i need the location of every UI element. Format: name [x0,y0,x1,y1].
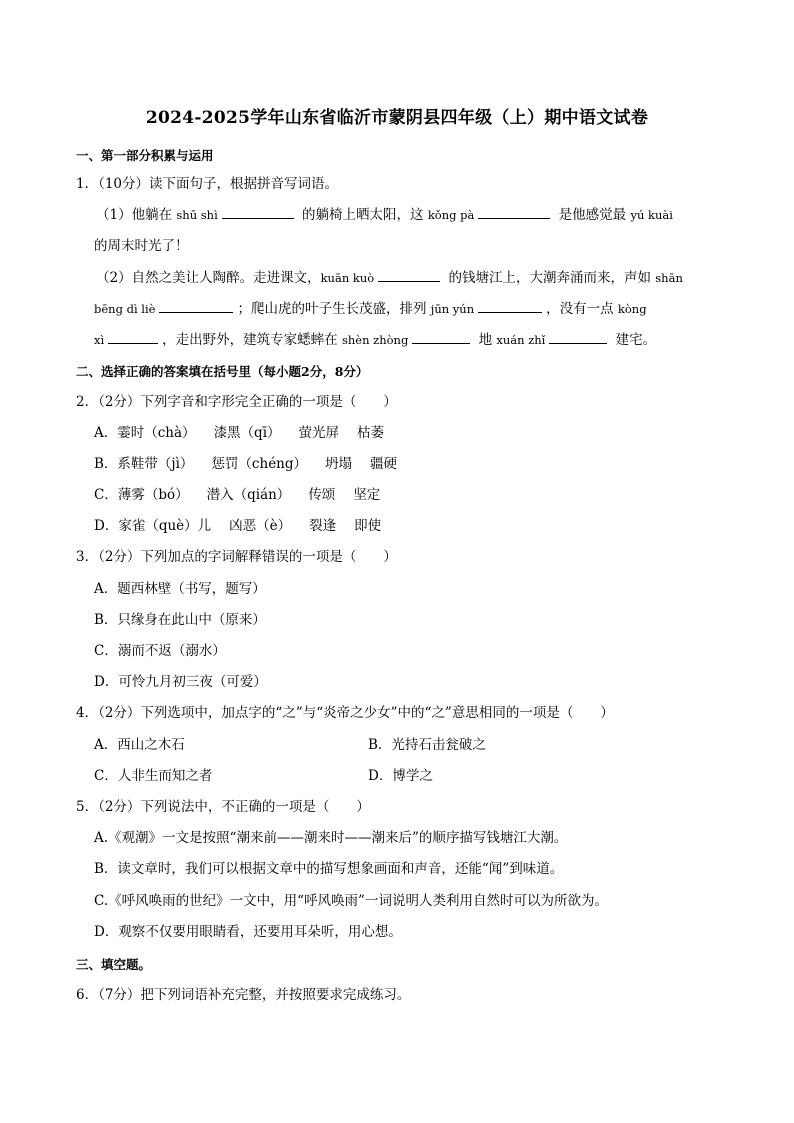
q1-p2-text-g: 建宅。 [611,332,657,348]
q4-option-c[interactable]: C．人非生而知之者 [94,768,213,784]
q2-c-item: 潜入（qián） [206,487,291,503]
q1-p1-text-c: 是他感觉最 [554,207,631,223]
q1-p2-text-c: ；爬山虎的叶子生长茂盛，排列 [237,301,431,317]
q3-option-c[interactable]: C．溺而不返（溺水） [94,643,226,659]
pinyin-xuanzhi: xuán zhǐ [496,333,546,347]
pinyin-yukuai: yú kuài [630,208,673,222]
answer-blank[interactable] [549,331,607,344]
q3-stem: 3．（2分）下列加点的字词解释错误的一项是（ ） [76,549,397,565]
q3-option-b[interactable]: B．只缘身在此山中（原来） [94,612,266,628]
q2-b-item: B．系鞋带（jì） [94,456,194,472]
q1-p2-text-b: 的钱塘江上，大潮奔涌而来，声如 [444,270,656,286]
q1-part2-line3 [94,331,656,349]
q2-d-item: 裂逢 [309,518,337,534]
q3-option-d[interactable]: D．可怜九月初三夜（可爱） [94,674,267,690]
q2-b-item: 坍塌 [325,456,353,472]
q2-a-item: A．霎时（chà） [94,425,196,441]
section-3-heading: 三、填空题。 [76,957,152,972]
q5-option-d[interactable]: D．观察不仅要用眼睛看，还要用耳朵听，用心想。 [94,924,402,940]
pinyin-kongpa: kǒng pà [427,208,475,222]
q5-stem: 5．（2分）下列说法中，不正确的一项是（ ） [76,799,370,815]
q4-option-b[interactable]: B．光持石击瓮破之 [368,737,486,753]
q2-d-item: D．家雀（què）儿 [94,518,212,534]
answer-blank[interactable] [159,300,233,313]
q1-part2-line2 [94,300,647,318]
q5-option-c[interactable]: C.《呼风唤雨的世纪》一文中，用“呼风唤雨”一词说明人类利用自然时可以为所欲为。 [94,893,608,909]
pinyin-shenzhong: shèn zhòng [341,333,409,347]
q1-p2-text-f: 地 [474,332,497,348]
q2-option-b[interactable] [94,455,415,473]
pinyin-xi: xì [94,333,105,347]
q2-stem: 2．（2分）下列字音和字形完全正确的一项是（ ） [76,394,397,410]
q1-p2-text-e: ，走出野外，建筑专家蟋蟀在 [162,332,342,348]
q1-p1-text-b: 的躺椅上晒太阳，这 [297,207,428,223]
q4-option-d[interactable]: D．博学之 [368,768,433,784]
q6-stem: 6．（7分）把下列词语补充完整，并按照要求完成练习。 [76,987,411,1003]
q1-p2-text-d: ，没有一点 [546,301,618,317]
pinyin-kuankuo: kuān kuò [320,271,375,285]
q2-b-item: 疆硬 [370,456,398,472]
q2-option-d[interactable] [94,517,399,535]
q2-c-item: C．薄雾（bó） [94,487,189,503]
q5-option-b[interactable]: B．读文章时，我们可以根据文章中的描写想象画面和声音，还能“闻”到味道。 [94,861,564,877]
pinyin-shan: shān [655,271,683,285]
q2-d-item: 即使 [354,518,382,534]
q3-option-a[interactable]: A．题西林壁（书写，题写） [94,581,266,597]
answer-blank[interactable] [108,331,158,344]
exam-title: 2024-2025学年山东省临沂市蒙阴县四年级（上）期中语文试卷 [145,108,649,128]
pinyin-bengdilie: bēng dì liè [94,302,156,316]
pinyin-kong: kòng [617,302,647,316]
answer-blank[interactable] [478,206,550,219]
q1-part1-line1 [96,206,673,224]
q2-a-item: 漆黑（qī） [213,425,281,441]
answer-blank[interactable] [378,269,440,282]
q2-d-item: 凶恶（è） [229,518,292,534]
q2-a-item: 枯萎 [357,425,385,441]
q1-part2-line1 [96,269,683,287]
q5-option-a[interactable]: A.《观潮》一文是按照“潮来前——潮来时——潮来后”的顺序描写钱塘江大潮。 [94,830,568,846]
section-2-heading: 二、选择正确的答案填在括号里（每小题2分，8分） [76,364,369,379]
pinyin-shushi: shū shì [176,208,218,222]
q1-p1-text-a: （1）他躺在 [96,207,177,223]
q2-a-item: 萤光屏 [298,425,340,441]
q2-option-a[interactable] [94,424,402,442]
answer-blank[interactable] [478,300,542,313]
q4-option-a[interactable]: A．西山之木石 [94,737,185,753]
q2-c-item: 坚定 [353,487,381,503]
answer-blank[interactable] [222,206,294,219]
q1-part1-line2: 的周末时光了！ [94,238,189,254]
answer-blank[interactable] [412,331,470,344]
q4-stem: 4．（2分）下列选项中，加点字的“之”与“炎帝之少女”中的“之”意思相同的一项是（ ） [76,705,614,721]
q1-p2-text-a: （2）自然之美让人陶醉。走进课文， [96,270,321,286]
section-1-heading: 一、第一部分积累与运用 [76,148,214,163]
q2-option-c[interactable] [94,486,398,504]
q2-c-item: 传颂 [308,487,336,503]
q2-b-item: 惩罚（chéng） [211,456,308,472]
q1-stem: 1．（10分）读下面句子，根据拼音写词语。 [76,176,339,192]
pinyin-junyun: jūn yún [430,302,475,316]
